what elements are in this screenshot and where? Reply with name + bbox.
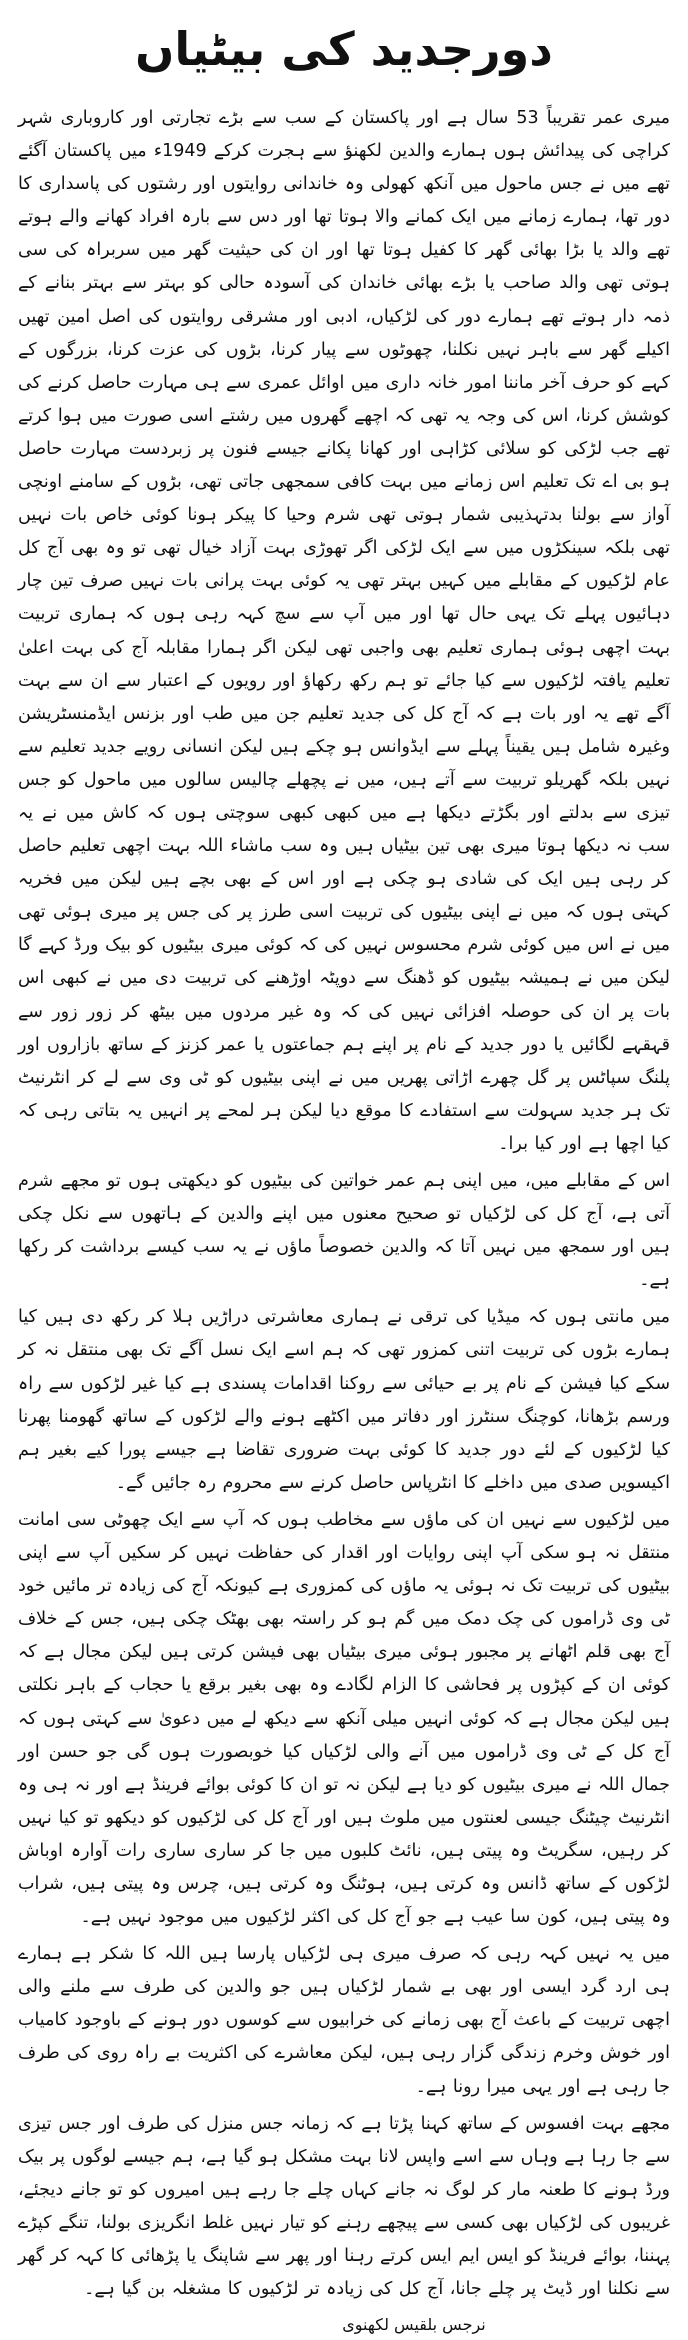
article-paragraph: میں یہ نہیں کہہ رہی کہ صرف میری ہی لڑکیاں پارسا ہیں اللہ کا شکر ہے ہمارے ہی ارد گرد ایسی اور بھی بے شمار لڑکیاں ہیں جو والدین کی طرف سے ملنے والی اچھی تربیت کے باعث آج بھی زمانے کی خرابیوں سے کوسوں دور ہونے کے باوجود کامیاب اور خوش وخرم زندگی گزار رہی ہیں، لیکن معاشرے کی اکثریت بے راہ روی کی طرف جا رہی ہے اور یہی میرا رونا ہے۔ — [18, 1944, 670, 2097]
article-paragraph: میں مانتی ہوں کہ میڈیا کی ترقی نے ہماری معاشرتی دراڑیں ہلا کر رکھ دی ہیں کیا ہمارے بڑوں کی تربیت اتنی کمزور تھی کہ ہم اسے ایک نسل آگے تک بھی منتقل نہ کر سکے کیا فیشن کے نام پر بے حیائی سے روکنا اقدامات پسندی ہے کیا غیر لڑکوں سے راہ ورسم بڑھانا، کوچنگ سنٹرز اور دفاتر میں اکٹھے ہونے والے لڑکوں کے ساتھ گھومنا پھرنا کیا لڑکیوں کے لئے دور جدید کا کوئی بہت ضروری تقاضا ہے جیسے پورا کیے بغیر ہم اکیسویں صدی میں داخلے کا انٹرپاس حاصل کرنے سے محروم رہ جائیں گے۔ — [18, 1307, 670, 1493]
article-paragraph: اس کے مقابلے میں، میں اپنی ہم عمر خواتین کی بیٹیوں کو دیکھتی ہوں تو مجھے شرم آتی ہے، آج کل کی لڑکیاں تو صحیح معنوں میں اپنے والدین کے ہاتھوں سے نکل چکی ہیں اور سمجھ میں نہیں آتا کہ والدین خصوصاً ماؤں نے یہ سب کیسے برداشت کر رکھا ہے۔ — [18, 1171, 670, 1291]
article-paragraph: مجھے بہت افسوس کے ساتھ کہنا پڑتا ہے کہ زمانہ جس منزل کی طرف اور جس تیزی سے جا رہا ہے وہاں سے اسے واپس لانا بہت مشکل ہو گیا ہے، ہم جیسے لوگوں پر بیک ورڈ ہونے کا طعنہ مار کر لوگ نہ جانے کہاں چلے جا رہے ہیں امیروں کو تو جانے دیجئے، غریبوں کی لڑکیاں بھی کسی سے پیچھے رہنے کو تیار نہیں غلط انگریزی بولنا، تنگے کپڑے پہننا، بوائے فرینڈ کو ایس ایم ایس کرتے رہنا اور پھر سے شاپنگ یا پڑھائی کا کہہ کر گھر سے نکلنا اور ڈیٹ پر چلے جانا، آج کل کی زیادہ تر لڑکیوں کا مشغلہ بن گیا ہے۔ — [18, 2113, 670, 2300]
article-paragraph: میری عمر تقریباً 53 سال ہے اور پاکستان کے سب سے بڑے تجارتی اور کاروباری شہر کراچی کی پیدائش ہوں ہمارے والدین لکھنؤ سے ہجرت کرکے 1949ء میں پاکستان آگئے تھے میں نے جس ماحول میں آنکھ کھولی وہ خاندانی روایتوں اور رشتوں کی پاسداری کا دور تھا، ہمارے زمانے میں ایک کمانے والا ہوتا تھا اور دس سے بارہ افراد کھانے والے ہوتے تھے والد یا بڑا بھائی گھر کا کفیل ہوتا تھا اور ان کی حیثیت گھر میں سربراہ کی سی ہوتی تھی والد صاحب یا بڑے بھائی خاندان کی آسودہ حالی کو بہتر سے بہتر بنانے کے ذمہ دار ہوتے تھے ہمارے دور کی لڑکیاں، ادبی اور مشرقی روایتوں کی اصل امین تھیں اکیلے گھر سے باہر نہیں نکلنا، چھوٹوں سے پیار کرنا، بڑوں کی عزت کرنا، بزرگوں کے کہے کو حرف آخر ماننا امور خانہ داری میں اوائل عمری سے ہی مہارت حاصل کرنے کی کوشش کرنا، اس کی وجہ یہ تھی کہ اچھے گھروں میں رشتے اسی صورت میں ہوا کرتے تھے جب لڑکی کو سلائی کڑاہی اور کھانا پکانے جیسے فنون پر زبردست مہارت حاصل ہو بی اے تک تعلیم اس زمانے میں بہت کافی سمجھی جاتی تھی، بڑوں کے سامنے اونچی آواز سے بولنا بدتہذیبی شمار ہوتی تھی شرم وحیا کا پیکر ہونا کوئی خاص بات نہیں تھی بلکہ سینکڑوں میں سے ایک لڑکی اگر تھوڑی بہت آزاد خیال تھی تو وہ بھی آج کل عام لڑکیوں کے مقابلے میں کہیں بہتر تھی یہ کوئی بہت پرانی بات نہیں صرف تین چار دہائیوں پہلے تک یہی حال تھا اور میں آپ سے سچ کہہ رہی ہوں کہ ہماری تربیت بہت اچھی ہوئی ہماری تعلیم بھی واجبی تھی لیکن اگر ہمارا مقابلہ آج کی بہت اعلیٰ تعلیم یافتہ لڑکیوں سے کیا جائے تو ہم رکھ رکھاؤ اور رویوں کے اعتبار سے ان سے بہت آگے تھے یہ اور بات ہے کہ آج کل کی جدید تعلیم جن میں طب اور بزنس ایڈمنسٹریشن وغیرہ شامل ہیں یقیناً پہلے سے ایڈوانس ہو چکے ہیں لیکن انسانی رویے جدید تعلیم سے نہیں بلکہ گھریلو تربیت سے آتے ہیں، میں نے پچھلے چالیس سالوں میں ماحول کو جس تیزی سے بدلتے اور بگڑتے دیکھا ہے میں کبھی کبھی سوچتی ہوں کہ کاش میں نے یہ سب نہ دیکھا ہوتا میری بھی تین بیٹیاں ہیں وہ سب ماشاء اللہ بہت اچھی تعلیم حاصل کر رہی ہیں ایک کی شادی ہو چکی ہے اور اس کے بھی بچے ہیں لیکن میں فخریہ کہتی ہوں کہ میں نے اپنی بیٹیوں کی تربیت اسی طرز پر کی جس پر میری ہوئی تھی میں نے اس میں کوئی شرم محسوس نہیں کی کہ کوئی میری بیٹیوں کو بیک ورڈ کہے گا لیکن میں نے ہمیشہ بیٹیوں کو ڈھنگ سے دوپٹہ اوڑھنے کی تربیت دی میں نے کبھی اس بات پر ان کی حوصلہ افزائی نہیں کی کہ وہ غیر مردوں میں بیٹھ کر زور زور سے قہقہے لگائیں یا دور جدید کے نام پر اپنے ہم جماعتوں یا عمر کزنز کے ساتھ بازاروں اور پلنگ سپاٹس پر گل چھرے اڑاتی پھریں میں نے اپنی بیٹیوں کو ٹی وی سے لے کر انٹرنیٹ تک ہر جدید سہولت سے استفادے کا موقع دیا لیکن ہر لمحے پر انہیں یہ بتاتی رہی کہ کیا اچھا ہے اور کیا برا۔ — [18, 108, 671, 1154]
article-title: دورجدید کی بیٹیاں — [135, 22, 553, 76]
article-paragraph: میں لڑکیوں سے نہیں ان کی ماؤں سے مخاطب ہوں کہ آپ سے ایک چھوٹی سی امانت منتقل نہ ہو سکی آپ اپنی روایات اور اقدار کی حفاظت نہیں کر سکیں آپ سے اپنی بیٹیوں کی تربیت تک نہ ہوئی یہ ماؤں کی کمزوری ہے کیونکہ آج کی زیادہ تر مائیں خود ٹی وی ڈراموں کی چک دمک میں گم ہو کر راستہ بھی بھٹک چکی ہیں، جس کے خلاف آج بھی قلم اٹھانے پر مجبور ہوئی میری بیٹیاں بھی فیشن کرتی ہیں لیکن مجال ہے کہ کوئی ان کے کپڑوں پر فحاشی کا الزام لگادے وہ بھی بغیر برقع یا حجاب کے باہر نکلتی ہیں لیکن مجال ہے کہ کوئی انہیں میلی آنکھ سے دیکھ لے میں دعویٰ سے کہتی ہوں کہ آج کل کے ٹی وی ڈراموں میں آنے والی لڑکیاں کیا خوبصورت ہوں گی جو حسن اور جمال اللہ نے میری بیٹیوں کو دیا ہے لیکن نہ تو ان کا کوئی بوائے فرینڈ ہے اور نہ ہی وہ انٹرنیٹ چیٹنگ جیسی لعنتوں میں ملوث ہیں اور آج کل کی لڑکیوں کو دیکھو تو کیا نہیں کر رہیں، سگریٹ وہ پیتی ہیں، نائٹ کلبوں میں جا کر ساری ساری رات آوارہ اوباش لڑکوں کے ساتھ ڈانس وہ کرتی ہیں، ہوٹنگ وہ کرتی ہیں، چرس وہ پیتی ہیں، شراب وہ پیتی ہیں، کون سا عیب ہے جو آج کل کی اکثر لڑکیوں میں موجود نہیں ہے۔ — [18, 1509, 670, 1928]
author-signature: نرجس بلقیس لکھنوی — [342, 2315, 486, 2335]
